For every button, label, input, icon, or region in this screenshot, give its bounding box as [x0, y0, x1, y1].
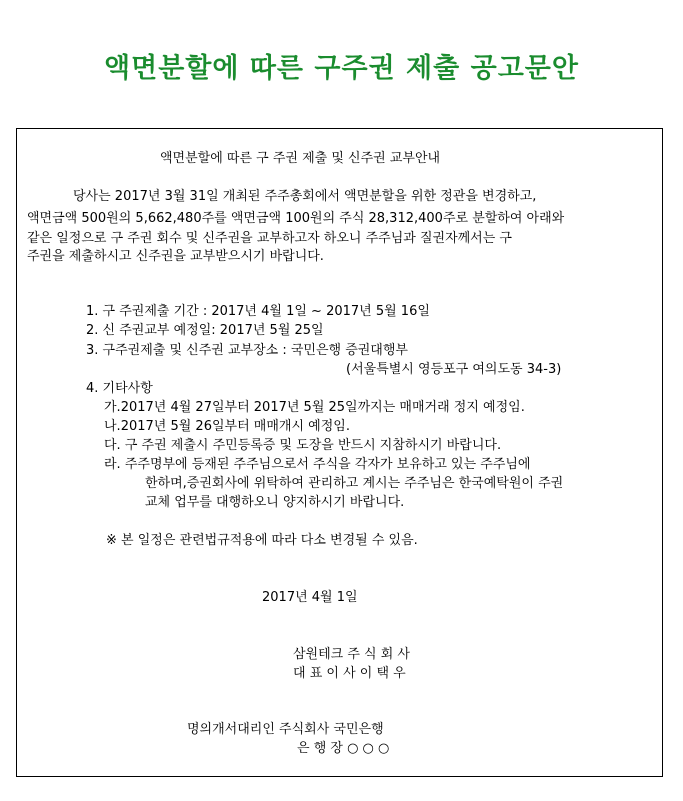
intro-line-3: 같은 일정으로 구 주권 회수 및 신주권을 교부하고자 하오니 주주님과 질권자께서는 구 — [27, 231, 512, 246]
sub-item-ra: 라. 주주명부에 등재된 주주님으로서 주식을 각자가 보유하고 있는 주주님에 — [104, 457, 531, 472]
intro-line-1: 당사는 2017년 3월 31일 개최된 주주총회에서 액면분할을 위한 정관을 변경하고, — [73, 189, 537, 204]
remark: ※ 본 일정은 관련법규적용에 따라 다소 변경될 수 있음. — [106, 533, 418, 548]
company-name: 삼원테크 주 식 회 사 — [293, 647, 410, 662]
other-heading: 4. 기타사항 — [86, 381, 153, 396]
schedule-item-2: 2. 신 주권교부 예정일: 2017년 5월 25일 — [86, 323, 324, 338]
company-representative: 대 표 이 사 이 택 우 — [293, 666, 406, 681]
agent-head: 은 행 장 ○ ○ ○ — [297, 741, 390, 756]
sub-item-ga: 가.2017년 4월 27일부터 2017년 5월 25일까지는 매매거래 정지 예정임. — [104, 400, 525, 415]
schedule-item-1: 1. 구 주권제출 기간 : 2017년 4월 1일 ~ 2017년 5월 16일 — [86, 304, 430, 319]
intro-line-4: 주권을 제출하시고 신주권을 교부받으시기 바랍니다. — [27, 249, 324, 264]
notice-heading: 액면분할에 따른 구 주권 제출 및 신주권 교부안내 — [160, 151, 441, 166]
agent-name: 명의개서대리인 주식회사 국민은행 — [187, 722, 384, 737]
sub-item-na: 나.2017년 5월 26일부터 매매개시 예정임. — [104, 419, 350, 434]
sub-item-ra-continuation-1: 한하며,증권회사에 위탁하여 관리하고 계시는 주주님은 한국예탁원이 주권 — [145, 476, 564, 491]
sub-item-da: 다. 구 주권 제출시 주민등록증 및 도장을 반드시 지참하시기 바랍니다. — [104, 438, 502, 453]
sub-item-ra-continuation-2: 교체 업무를 대행하오니 양지하시기 바랍니다. — [145, 495, 405, 510]
notice-date: 2017년 4월 1일 — [262, 590, 358, 605]
intro-line-2: 액면금액 500원의 5,662,480주를 액면금액 100원의 주식 28,312,400주로 분할하여 아래와 — [27, 211, 565, 226]
page-title: 액면분할에 따른 구주권 제출 공고문안 — [104, 53, 579, 84]
schedule-item-3: 3. 구주권제출 및 신주권 교부장소 : 국민은행 증권대행부 — [86, 343, 408, 358]
office-address: (서울특별시 영등포구 여의도동 34-3) — [346, 362, 562, 377]
